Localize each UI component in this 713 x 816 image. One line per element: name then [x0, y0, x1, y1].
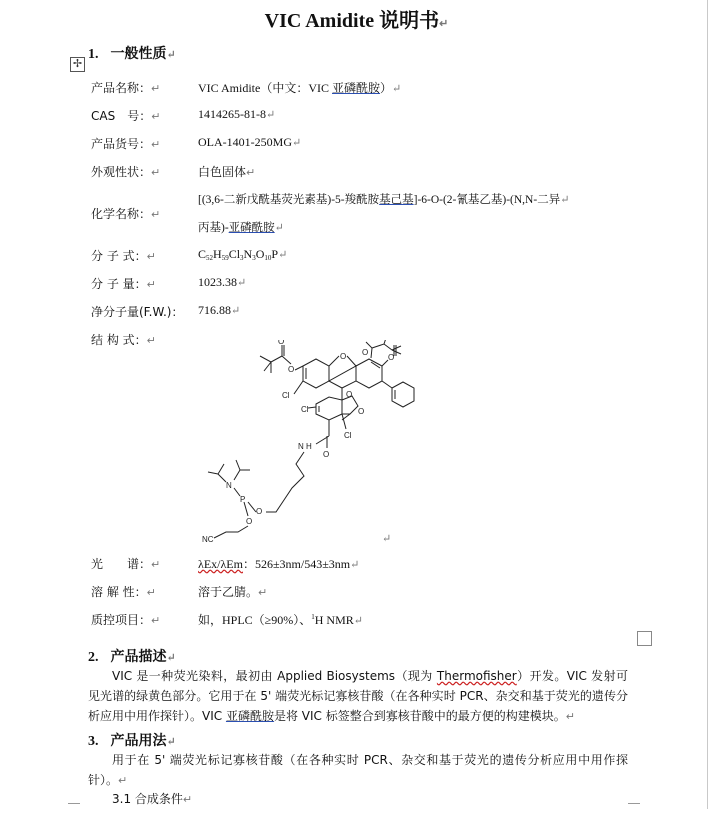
value-product-name: VIC Amidite（中文：VIC 亚磷酰胺）↵: [198, 81, 402, 95]
atom-o: O: [256, 507, 263, 516]
atom-cl: Cl: [344, 431, 352, 440]
atom-o: O: [288, 365, 295, 374]
atom-p: P: [240, 495, 246, 504]
value-formula: $C_{52}H_{59}Cl_3N_3O_{10}P↵$: [198, 247, 288, 262]
structure-para-mark: ↵: [382, 532, 392, 545]
atom-n: N: [226, 481, 232, 490]
value-cas: 1414265-81-8↵: [198, 107, 276, 121]
atom-o: O: [362, 348, 369, 357]
label-net-weight: 净分子量(F.W.)：: [91, 305, 184, 319]
value-spectrum: λEx/λEm：526±3nm/543±3nm↵: [198, 557, 360, 571]
atom-nc: NC: [202, 535, 214, 544]
value-molecular-weight: 1023.38↵: [198, 275, 247, 289]
label-catalog: 产品货号：↵: [91, 137, 161, 151]
atom-o: O: [388, 353, 395, 362]
table-move-handle-icon[interactable]: ✢: [70, 57, 85, 72]
label-appearance: 外观性状：↵: [91, 165, 161, 179]
atom-o: O: [246, 517, 253, 526]
page-edge: [707, 0, 708, 809]
value-chemical-name-line1: [(3,6-二新戊酰基荧光素基)-5-羧酰胺基己基]-6-O-(2-氰基乙基)-(N,N-二异↵: [198, 194, 570, 206]
label-molecular-weight: 分 子 量：↵: [91, 277, 156, 291]
label-structure: 结 构 式：↵: [91, 333, 156, 347]
section-heading-1: 1. 一般性质↵: [88, 46, 176, 62]
page-corner-mark: [628, 803, 640, 816]
label-spectrum: 光 谱：↵: [91, 557, 161, 571]
chemical-structure-image: [196, 340, 416, 550]
label-chemical-name: 化学名称：↵: [91, 207, 161, 221]
product-usage-paragraph: 用于在 5' 端荧光标记寡核苷酸（在各种实时 PCR、杂交和基于荧光的遗传分析应用中用作探针）。↵: [88, 753, 628, 787]
value-qc: 如，HPLC（≥90%）、$^1$H NMR↵: [198, 613, 363, 627]
section-heading-3: 3. 产品用法↵: [88, 733, 176, 749]
atom-o: O: [346, 390, 353, 399]
document-title: VIC Amidite 说明书↵: [264, 10, 449, 32]
value-chemical-name-line2: 丙基)-亚磷酰胺↵: [198, 222, 284, 234]
atom-cl: Cl: [301, 405, 309, 414]
atom-o: O: [278, 340, 285, 346]
atom-nh: N: [298, 442, 304, 451]
product-description-paragraph: VIC 是一种荧光染料，最初由 Applied Biosystems（现为 Thermofisher）开发。VIC 发射可见光谱的绿黄色部分。它用于在 5' 端荧光标记寡核苷酸（在各种实时 PCR、杂交和基于荧光的遗传分析应用中用作探针）。VIC 亚磷酰胺是将 VIC 标签整合到寡核苷酸中的最方便的构建模块。↵: [88, 669, 628, 723]
table-resize-handle[interactable]: [637, 631, 652, 646]
label-product-name: 产品名称：↵: [91, 81, 161, 95]
label-formula: 分 子 式：↵: [91, 249, 156, 263]
atom-o: O: [358, 407, 365, 416]
page-corner-mark: [68, 803, 80, 816]
value-net-weight: 716.88↵: [198, 303, 241, 317]
atom-o: O: [340, 352, 347, 361]
label-cas: CAS 号：↵: [91, 109, 161, 123]
value-appearance: 白色固体↵: [198, 165, 256, 179]
atom-cl: Cl: [282, 391, 290, 400]
value-catalog: OLA-1401-250MG↵: [198, 135, 302, 149]
label-qc: 质控项目：↵: [91, 613, 161, 627]
atom-h: H: [306, 442, 312, 451]
atom-o: O: [323, 450, 330, 459]
subsection-3-1: 3.1 合成条件↵: [112, 792, 193, 806]
label-solubility: 溶 解 性：↵: [91, 585, 156, 599]
section-heading-2: 2. 产品描述↵: [88, 649, 176, 665]
value-solubility: 溶于乙腈。↵: [198, 585, 268, 599]
